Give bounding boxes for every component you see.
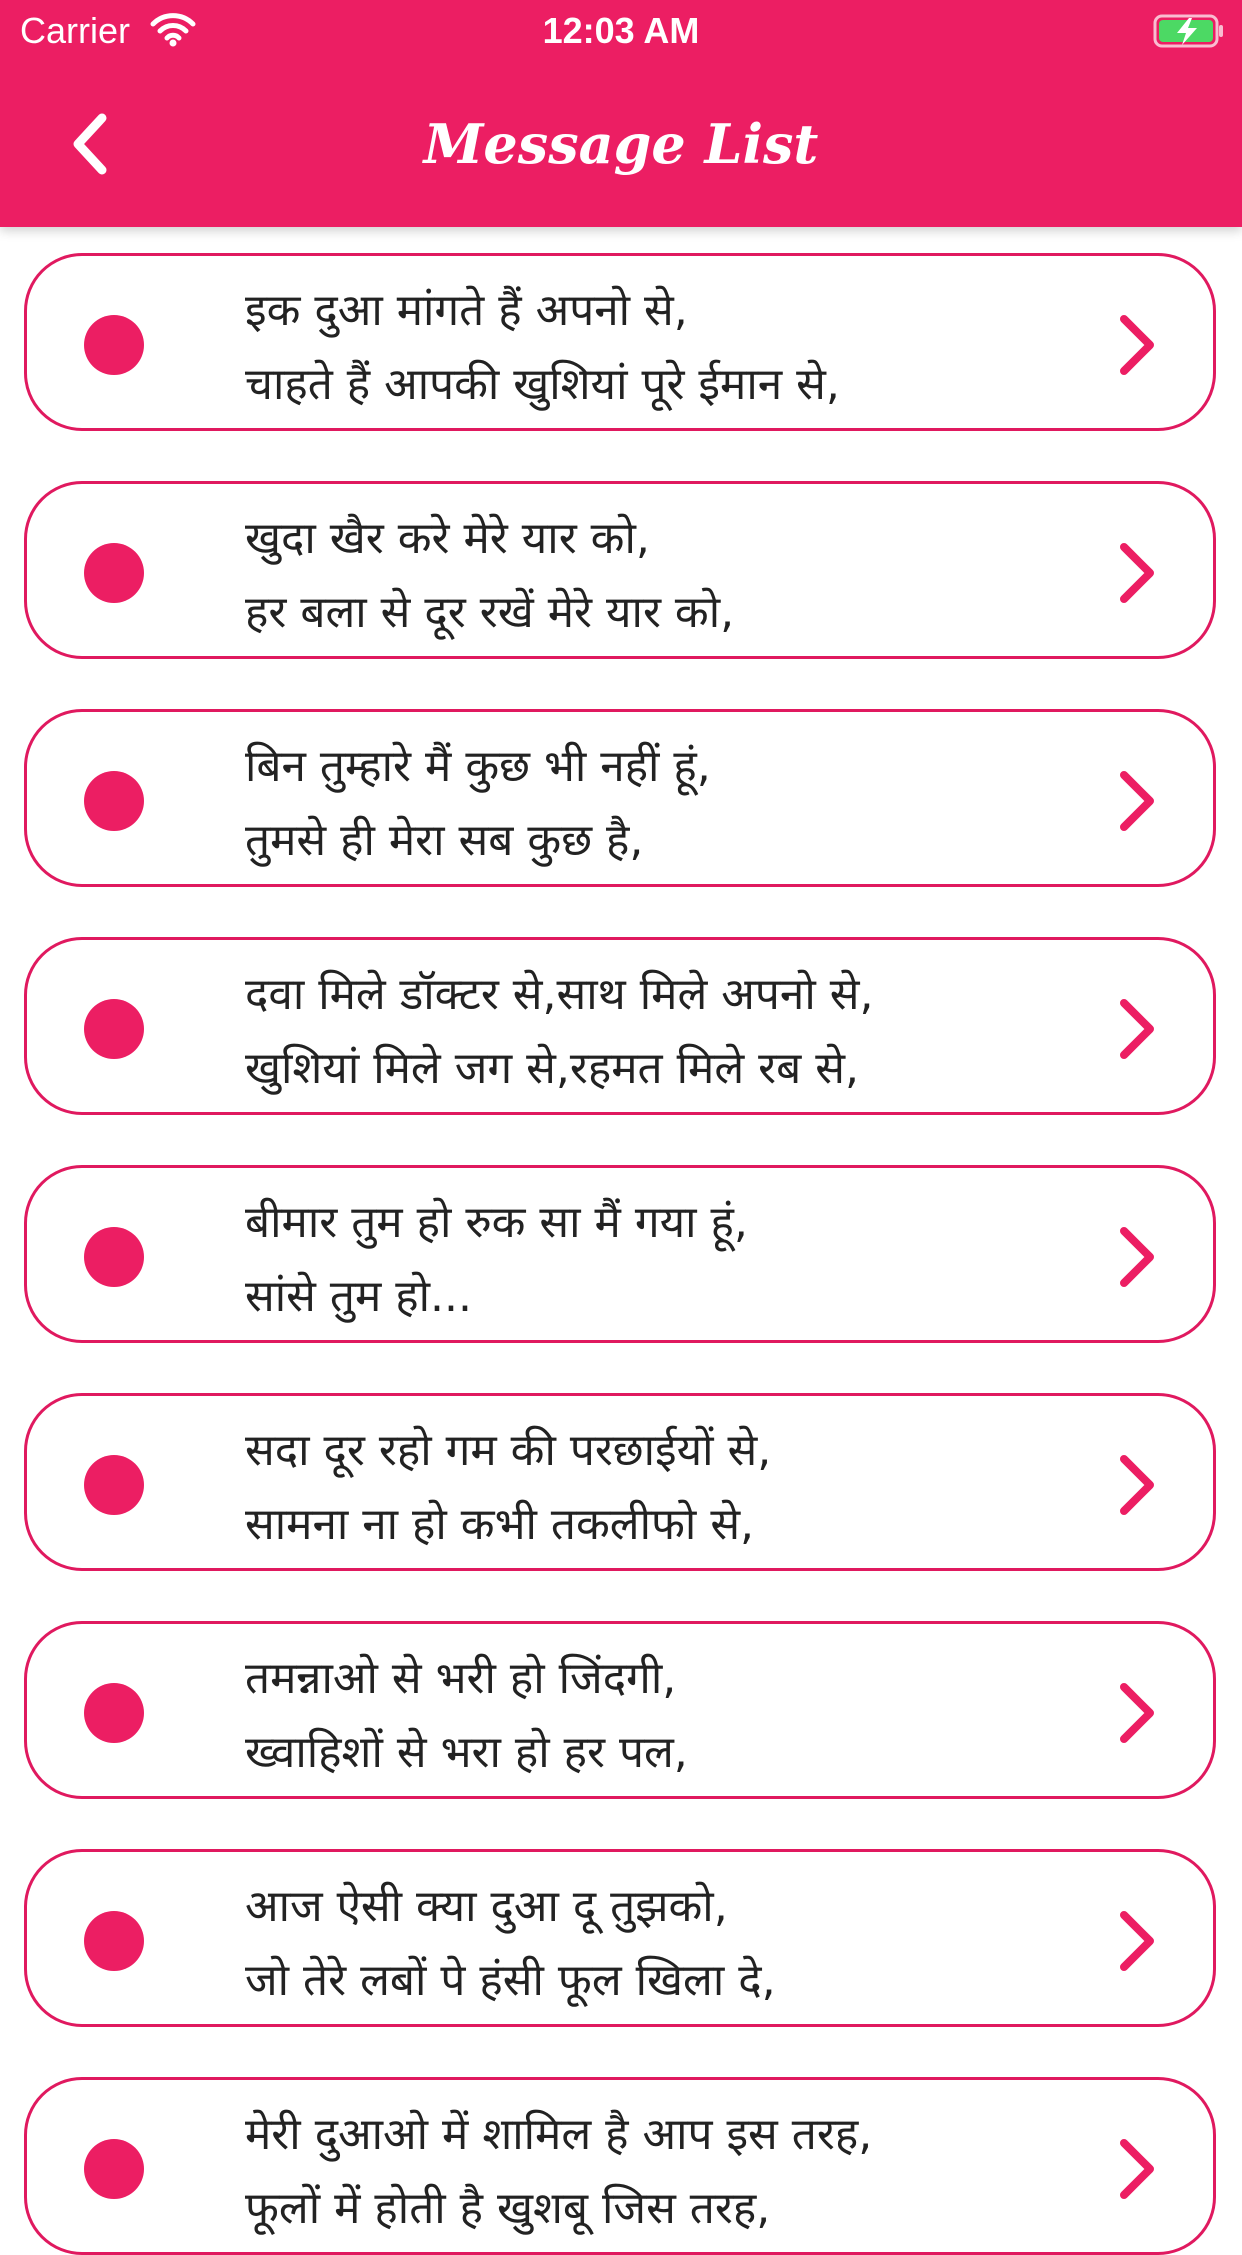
chevron-right-icon	[1112, 311, 1162, 379]
message-card[interactable]	[24, 1621, 1216, 1799]
message-text	[245, 2098, 1085, 2246]
message-list[interactable]	[0, 227, 1242, 2234]
bullet-dot	[84, 1911, 144, 1971]
message-card[interactable]	[24, 937, 1216, 1115]
chevron-right-icon	[1112, 767, 1162, 835]
chevron-right-icon	[1112, 1679, 1162, 1747]
message-text	[245, 1870, 1085, 2018]
message-card[interactable]	[24, 1849, 1216, 2027]
chevron-right-icon	[1112, 1223, 1162, 1291]
carrier-label: Carrier	[20, 10, 131, 51]
message-line-1: बिन तुम्हारे मैं कुछ भी नहीं हूं,	[245, 741, 711, 792]
chevron-right-icon	[1112, 2135, 1162, 2203]
message-text	[245, 730, 1085, 878]
message-line-2: ख्वाहिशों से भरा हो हर पल,	[245, 1727, 688, 1778]
message-card[interactable]	[24, 709, 1216, 887]
message-line-1: इक दुआ मांगते हैं अपनो से,	[245, 285, 688, 336]
message-line-1: खुदा खैर करे मेरे यार को,	[245, 513, 650, 564]
message-line-2: जो तेरे लबों पे हंसी फूल खिला दे,	[245, 1955, 776, 2006]
message-card[interactable]	[24, 1165, 1216, 1343]
status-bar	[0, 0, 1242, 62]
message-line-1: दवा मिले डॉक्टर से,साथ मिले अपनो से,	[245, 969, 874, 1020]
bullet-dot	[84, 1455, 144, 1515]
message-line-2: फूलों में होती है खुशबू जिस तरह,	[245, 2183, 771, 2234]
chevron-right-icon	[1112, 995, 1162, 1063]
chevron-right-icon	[1112, 1907, 1162, 1975]
message-text	[245, 1186, 1085, 1334]
bullet-dot	[84, 1683, 144, 1743]
bullet-dot	[84, 771, 144, 831]
message-line-2: चाहते हैं आपकी खुशियां पूरे ईमान से,	[245, 359, 840, 410]
message-card[interactable]	[24, 481, 1216, 659]
message-text	[245, 958, 1085, 1106]
battery-charging-icon	[1153, 14, 1225, 48]
message-line-1: सदा दूर रहो गम की परछाईयों से,	[245, 1425, 772, 1476]
bullet-dot	[84, 315, 144, 375]
chevron-right-icon	[1112, 539, 1162, 607]
message-text	[245, 1414, 1085, 1562]
message-line-1: मेरी दुआओ में शामिल है आप इस तरह,	[245, 2109, 873, 2160]
bullet-dot	[84, 543, 144, 603]
message-line-2: खुशियां मिले जग से,रहमत मिले रब से,	[245, 1043, 859, 1094]
message-line-2: सामना ना हो कभी तकलीफो से,	[245, 1499, 755, 1550]
page-title: Message List	[423, 112, 819, 176]
chevron-right-icon	[1112, 1451, 1162, 1519]
message-line-2: हर बला से दूर रखें मेरे यार को,	[245, 587, 735, 638]
message-line-1: आज ऐसी क्या दुआ दू तुझको,	[245, 1881, 728, 1932]
status-time: 12:03 AM	[542, 10, 700, 51]
message-card[interactable]	[24, 253, 1216, 431]
message-text	[245, 1642, 1085, 1790]
message-line-1: तमन्नाओ से भरी हो जिंदगी,	[245, 1653, 677, 1704]
message-line-1: बीमार तुम हो रुक सा मैं गया हूं,	[245, 1197, 748, 1248]
message-card[interactable]	[24, 2077, 1216, 2255]
message-card[interactable]	[24, 1393, 1216, 1571]
message-text	[245, 502, 1085, 650]
bullet-dot	[84, 1227, 144, 1287]
navigation-header	[0, 0, 1242, 227]
bullet-dot	[84, 999, 144, 1059]
message-line-2: तुमसे ही मेरा सब कुछ है,	[245, 815, 644, 866]
message-line-2: सांसे तुम हो...	[245, 1271, 472, 1322]
message-text	[245, 274, 1085, 422]
bullet-dot	[84, 2139, 144, 2199]
